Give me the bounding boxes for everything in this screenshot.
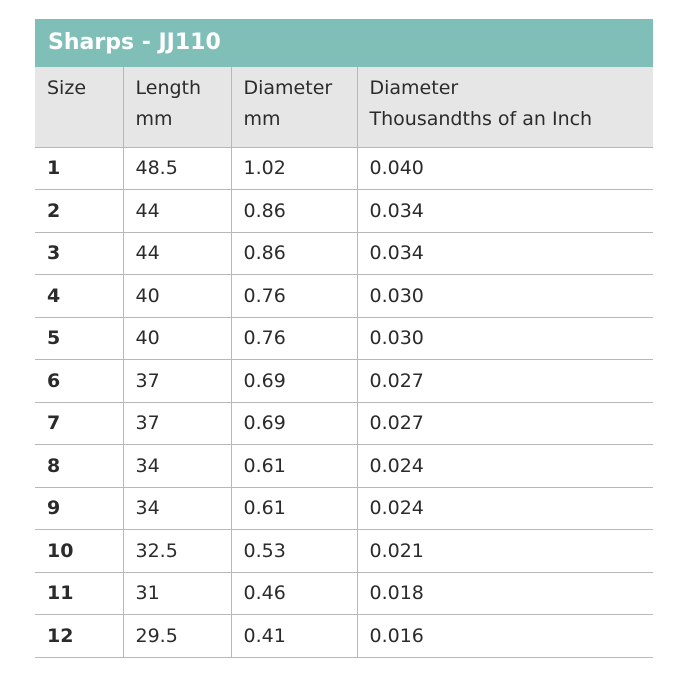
cell-diameter-inch: 0.027	[357, 360, 653, 403]
cell-diameter-mm: 0.86	[231, 190, 357, 233]
cell-size: 9	[35, 487, 123, 530]
header-diameter-mm	[231, 67, 357, 147]
cell-size: 12	[35, 615, 123, 658]
header-diameter-inch-line2: Thousandths of an Inch	[369, 108, 593, 130]
cell-length: 31	[123, 572, 231, 615]
table-row	[35, 232, 653, 275]
cell-size: 7	[35, 402, 123, 445]
cell-diameter-inch: 0.021	[357, 530, 653, 573]
header-length-line1: Length	[135, 77, 202, 99]
table-row	[35, 147, 653, 190]
cell-length: 44	[123, 190, 231, 233]
cell-diameter-inch: 0.024	[357, 445, 653, 488]
cell-size: 3	[35, 232, 123, 275]
cell-size: 10	[35, 530, 123, 573]
table-row	[35, 190, 653, 233]
cell-diameter-mm: 0.86	[231, 232, 357, 275]
header-diameter-inch	[357, 67, 653, 147]
cell-size: 6	[35, 360, 123, 403]
table-row	[35, 275, 653, 318]
cell-length: 29.5	[123, 615, 231, 658]
cell-diameter-inch: 0.018	[357, 572, 653, 615]
cell-diameter-inch: 0.024	[357, 487, 653, 530]
cell-size: 8	[35, 445, 123, 488]
header-diameter-inch-line1: Diameter	[369, 77, 459, 99]
cell-size: 4	[35, 275, 123, 318]
cell-diameter-mm: 0.61	[231, 487, 357, 530]
table-row	[35, 445, 653, 488]
cell-diameter-inch: 0.034	[357, 232, 653, 275]
table-row	[35, 572, 653, 615]
cell-diameter-mm: 0.46	[231, 572, 357, 615]
cell-diameter-inch: 0.034	[357, 190, 653, 233]
cell-length: 37	[123, 402, 231, 445]
cell-diameter-mm: 0.69	[231, 402, 357, 445]
header-length-line2: mm	[135, 108, 173, 130]
sharps-size-table	[35, 19, 653, 658]
cell-diameter-mm: 0.76	[231, 275, 357, 318]
cell-diameter-mm: 0.69	[231, 360, 357, 403]
cell-diameter-inch: 0.016	[357, 615, 653, 658]
cell-diameter-mm: 0.53	[231, 530, 357, 573]
header-size-line1: Size	[47, 77, 87, 99]
cell-length: 44	[123, 232, 231, 275]
header-diameter-mm-line1: Diameter	[243, 77, 333, 99]
cell-length: 48.5	[123, 147, 231, 190]
cell-diameter-mm: 0.61	[231, 445, 357, 488]
table-row	[35, 487, 653, 530]
header-row	[35, 67, 653, 147]
cell-diameter-mm: 0.41	[231, 615, 357, 658]
table-header	[35, 67, 653, 147]
table-title: Sharps - JJ110	[35, 19, 653, 67]
cell-length: 34	[123, 445, 231, 488]
cell-length: 34	[123, 487, 231, 530]
table-body	[35, 147, 653, 657]
cell-diameter-inch: 0.027	[357, 402, 653, 445]
cell-diameter-mm: 0.76	[231, 317, 357, 360]
cell-diameter-inch: 0.040	[357, 147, 653, 190]
cell-length: 37	[123, 360, 231, 403]
table-row	[35, 360, 653, 403]
cell-size: 5	[35, 317, 123, 360]
cell-diameter-inch: 0.030	[357, 275, 653, 318]
cell-diameter-mm: 1.02	[231, 147, 357, 190]
cell-size: 11	[35, 572, 123, 615]
cell-length: 40	[123, 317, 231, 360]
cell-length: 32.5	[123, 530, 231, 573]
cell-size: 1	[35, 147, 123, 190]
cell-length: 40	[123, 275, 231, 318]
table-row	[35, 530, 653, 573]
size-table	[35, 67, 653, 658]
header-length	[123, 67, 231, 147]
table-row	[35, 615, 653, 658]
header-size	[35, 67, 123, 147]
header-diameter-mm-line2: mm	[243, 108, 281, 130]
table-row	[35, 402, 653, 445]
cell-diameter-inch: 0.030	[357, 317, 653, 360]
cell-size: 2	[35, 190, 123, 233]
table-row	[35, 317, 653, 360]
